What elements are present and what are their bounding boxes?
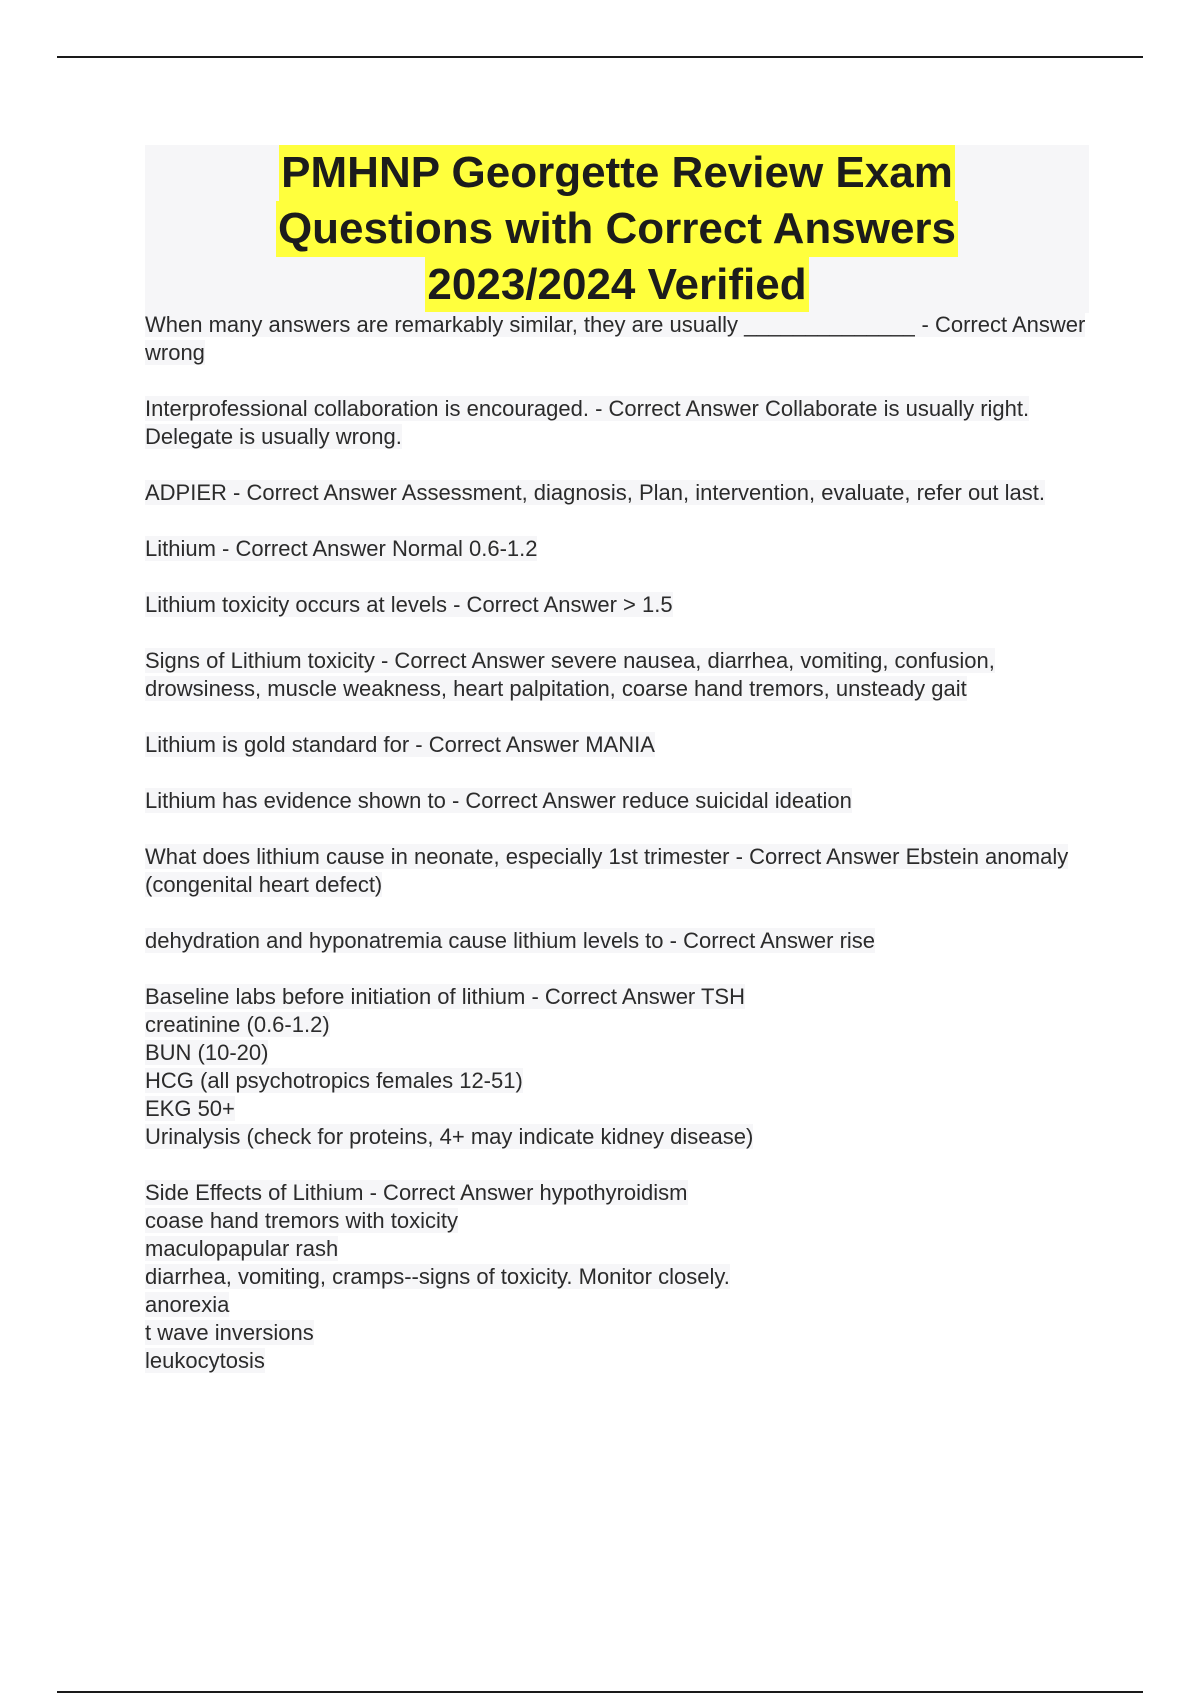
- qa-main-line: [145, 535, 1089, 563]
- title-line-2: Questions with Correct Answers: [276, 201, 958, 257]
- answer-continuation-line: [145, 1067, 1089, 1095]
- answer-text: Collaborate is usually right.: [765, 396, 1030, 421]
- answer-continuation-line: [145, 423, 1089, 451]
- answer-continuation-line: [145, 1291, 1089, 1319]
- question-text: Lithium: [145, 536, 216, 561]
- qa-entry: [145, 1179, 1089, 1375]
- correct-answer-label: - Correct Answer: [409, 732, 586, 757]
- answer-text: Assessment, diagnosis, Plan, intervention, evaluate, refer out last.: [401, 480, 1045, 505]
- answer-continuation-line: [145, 1235, 1089, 1263]
- qa-entry: [145, 395, 1089, 451]
- qa-entry: [145, 647, 1089, 703]
- correct-answer-label: - Correct Answer: [374, 648, 551, 673]
- question-text: Signs of Lithium toxicity: [145, 648, 375, 673]
- answer-continuation-line: [145, 1011, 1089, 1039]
- correct-answer-label: - Correct Answer: [226, 480, 402, 505]
- document-title: [145, 145, 1089, 313]
- question-text: Lithium toxicity occurs at levels: [145, 592, 447, 617]
- correct-answer-label: - Correct Answer: [915, 312, 1086, 337]
- question-answer-list: [145, 311, 1089, 1403]
- answer-continuation-line: [145, 1319, 1089, 1347]
- answer-continuation-line: [145, 1095, 1089, 1123]
- correct-answer-label: - Correct Answer: [525, 984, 701, 1009]
- qa-entry: [145, 311, 1089, 367]
- correct-answer-label: - Correct Answer: [729, 844, 906, 869]
- answer-continuation-line: [145, 1123, 1089, 1151]
- answer-text: severe nausea, diarrhea, vomiting, confusion, drowsiness, muscle weakness, heart palpitation, coarse hand tremors, unsteady gait: [145, 648, 995, 701]
- correct-answer-label: - Correct Answer: [445, 788, 622, 813]
- top-rule: [57, 56, 1143, 58]
- answer-continuation-line: [145, 1263, 1089, 1291]
- question-text: When many answers are remarkably similar, they are usually ______________: [145, 312, 916, 337]
- answer-continuation-text: maculopapular rash: [145, 1236, 339, 1261]
- correct-answer-label: - Correct Answer: [363, 1180, 540, 1205]
- qa-main-line: [145, 1179, 1089, 1207]
- bottom-rule: [57, 1691, 1143, 1693]
- answer-continuation-text: Delegate is usually wrong.: [145, 424, 402, 449]
- qa-main-line: [145, 311, 1089, 367]
- qa-main-line: [145, 591, 1089, 619]
- title-line-1: PMHNP Georgette Review Exam: [279, 145, 955, 201]
- qa-entry: [145, 479, 1089, 507]
- answer-text: Ebstein anomaly (congenital heart defect): [145, 844, 1069, 897]
- answer-continuation-text: EKG 50+: [145, 1096, 235, 1121]
- correct-answer-label: - Correct Answer: [215, 536, 392, 561]
- question-text: ADPIER: [145, 480, 227, 505]
- answer-text: rise: [839, 928, 876, 953]
- correct-answer-label: - Correct Answer: [447, 592, 624, 617]
- qa-entry: [145, 787, 1089, 815]
- qa-entry: [145, 535, 1089, 563]
- answer-continuation-text: BUN (10-20): [145, 1040, 269, 1065]
- qa-main-line: [145, 927, 1089, 955]
- qa-entry: [145, 843, 1089, 899]
- answer-continuation-text: leukocytosis: [145, 1348, 265, 1373]
- question-text: Lithium is gold standard for: [145, 732, 410, 757]
- question-text: What does lithium cause in neonate, especially 1st trimester: [145, 844, 730, 869]
- answer-continuation-text: diarrhea, vomiting, cramps--signs of toxicity. Monitor closely.: [145, 1264, 730, 1289]
- qa-main-line: [145, 983, 1089, 1011]
- qa-main-line: [145, 647, 1089, 703]
- answer-text: MANIA: [585, 732, 655, 757]
- correct-answer-label: - Correct Answer: [663, 928, 840, 953]
- answer-text: > 1.5: [623, 592, 673, 617]
- qa-main-line: [145, 395, 1089, 423]
- answer-text: wrong: [145, 340, 205, 365]
- answer-continuation-text: Urinalysis (check for proteins, 4+ may indicate kidney disease): [145, 1124, 754, 1149]
- question-text: Side Effects of Lithium: [145, 1180, 364, 1205]
- qa-main-line: [145, 787, 1089, 815]
- qa-entry: [145, 983, 1089, 1151]
- qa-main-line: [145, 843, 1089, 899]
- answer-text: reduce suicidal ideation: [621, 788, 852, 813]
- qa-entry: [145, 731, 1089, 759]
- answer-continuation-line: [145, 1039, 1089, 1067]
- qa-main-line: [145, 479, 1089, 507]
- question-text: Interprofessional collaboration is encouraged.: [145, 396, 589, 421]
- correct-answer-label: - Correct Answer: [588, 396, 765, 421]
- qa-main-line: [145, 731, 1089, 759]
- answer-continuation-text: t wave inversions: [145, 1320, 314, 1345]
- answer-continuation-text: HCG (all psychotropics females 12-51): [145, 1068, 523, 1093]
- answer-continuation-line: [145, 1207, 1089, 1235]
- qa-entry: [145, 927, 1089, 955]
- qa-entry: [145, 591, 1089, 619]
- answer-continuation-text: coase hand tremors with toxicity: [145, 1208, 459, 1233]
- question-text: Baseline labs before initiation of lithium: [145, 984, 526, 1009]
- question-text: Lithium has evidence shown to: [145, 788, 446, 813]
- answer-text: TSH: [700, 984, 745, 1009]
- title-line-3: 2023/2024 Verified: [425, 257, 808, 313]
- answer-text: hypothyroidism: [539, 1180, 688, 1205]
- question-text: dehydration and hyponatremia cause lithium levels to: [145, 928, 664, 953]
- answer-continuation-text: creatinine (0.6-1.2): [145, 1012, 330, 1037]
- answer-continuation-line: [145, 1347, 1089, 1375]
- answer-continuation-text: anorexia: [145, 1292, 230, 1317]
- answer-text: Normal 0.6-1.2: [391, 536, 538, 561]
